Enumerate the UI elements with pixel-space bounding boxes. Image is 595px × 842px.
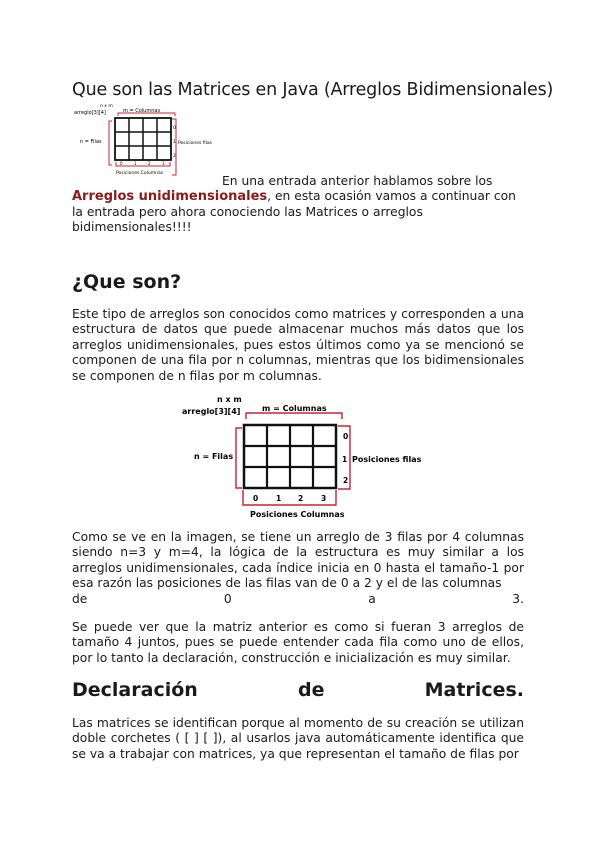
diagram-nxm: n x m [217, 395, 242, 404]
diagram-row-1: 1 [342, 455, 348, 464]
heading-word-3: Matrices. [424, 679, 524, 701]
arreglos-unidimensionales-link[interactable]: Arreglos unidimensionales [72, 189, 268, 205]
thumb-row-0: 0 [173, 126, 176, 131]
diagram-n-label: n = Filas [194, 452, 234, 461]
matrix-thumbnail-image [74, 103, 228, 183]
thumb-decl: arreglo[3][4] [74, 110, 106, 116]
thumb-rows-label: Posiciones filas [178, 141, 212, 146]
diagram-col-0: 0 [253, 494, 259, 503]
paragraph-como-se-ve [72, 530, 524, 607]
diagram-row-0: 0 [343, 432, 349, 441]
diagram-cols-label: Posiciones Columnas [250, 510, 345, 519]
thumb-col-0: 0 [120, 161, 123, 166]
thumb-m-label: m = Columnas [123, 108, 161, 114]
diagram-decl: arreglo[3][4] [182, 407, 241, 416]
heading-word-2: de [297, 679, 325, 701]
thumb-row-1: 1 [173, 140, 176, 145]
thumb-row-2: 2 [173, 154, 176, 159]
intro-paragraph [72, 174, 522, 236]
diagram-col-2: 2 [298, 494, 304, 503]
paragraph-como-se-ve-last: de 0 a 3. [72, 591, 524, 606]
heading-word-1: Declaración [72, 679, 198, 701]
section-heading-que-son: ¿Que son? [72, 271, 182, 293]
paragraph-se-puede-ver: Se puede ver que la matriz anterior es como si fueran 3 arreglos de tamaño 4 juntos, pues se puede entender cada fila como uno de ellos, por lo tanto la declaración, construcción e inicialización es muy similar. [72, 620, 524, 665]
thumb-col-2: 2 [148, 161, 151, 166]
paragraph-declaracion: Las matrices se identifican porque al momento de su creación se utilizan doble corchetes ( [ ] [ ]), al usarlos java automáticamente identifica que se va a trabajar con matrices, ya que representan el tamaño de filas por [72, 716, 524, 761]
diagram-rows-label: Posiciones filas [352, 455, 422, 464]
thumb-nxm: n x m [100, 104, 113, 109]
intro-text-before: En una entrada anterior hablamos sobre los [222, 174, 493, 188]
thumb-n-label: n = Filas [80, 139, 102, 145]
paragraph-que-son: Este tipo de arreglos son conocidos como matrices y corresponden a una estructura de datos que puede almacenar muchos más datos que los arreglos unidimensionales, pues estos últimos como ya se mencionó se componen de una fila por n columnas, mientras que los bidimensionales se componen de n filas por m columnas. [72, 307, 524, 383]
matrix-diagram [180, 392, 420, 522]
intro-text-after: , en esta ocasión vamos a continuar con la entrada pero ahora conociendo las Matrices o arreglos bidimensionales!!!! [72, 189, 516, 235]
diagram-col-1: 1 [276, 494, 282, 503]
diagram-m-label: m = Columnas [262, 404, 327, 413]
thumb-cols-label: Posiciones Columnas [116, 171, 164, 176]
diagram-col-3: 3 [321, 494, 327, 503]
section-heading-declaracion [72, 679, 524, 701]
paragraph-como-se-ve-main: Como se ve en la imagen, se tiene un arreglo de 3 filas por 4 columnas siendo n=3 y m=4, la lógica de la estructura es muy similar a los arreglos unidimensionales, cada índice inicia en 0 hasta el tamaño-1 por esa razón las posiciones de las filas van de 0 a 2 y el de las columnas [72, 530, 524, 591]
diagram-row-2: 2 [343, 476, 349, 485]
thumb-col-1: 1 [134, 161, 137, 166]
thumb-col-3: 3 [162, 161, 165, 166]
page-title: Que son las Matrices en Java (Arreglos Bidimensionales) [72, 80, 554, 100]
